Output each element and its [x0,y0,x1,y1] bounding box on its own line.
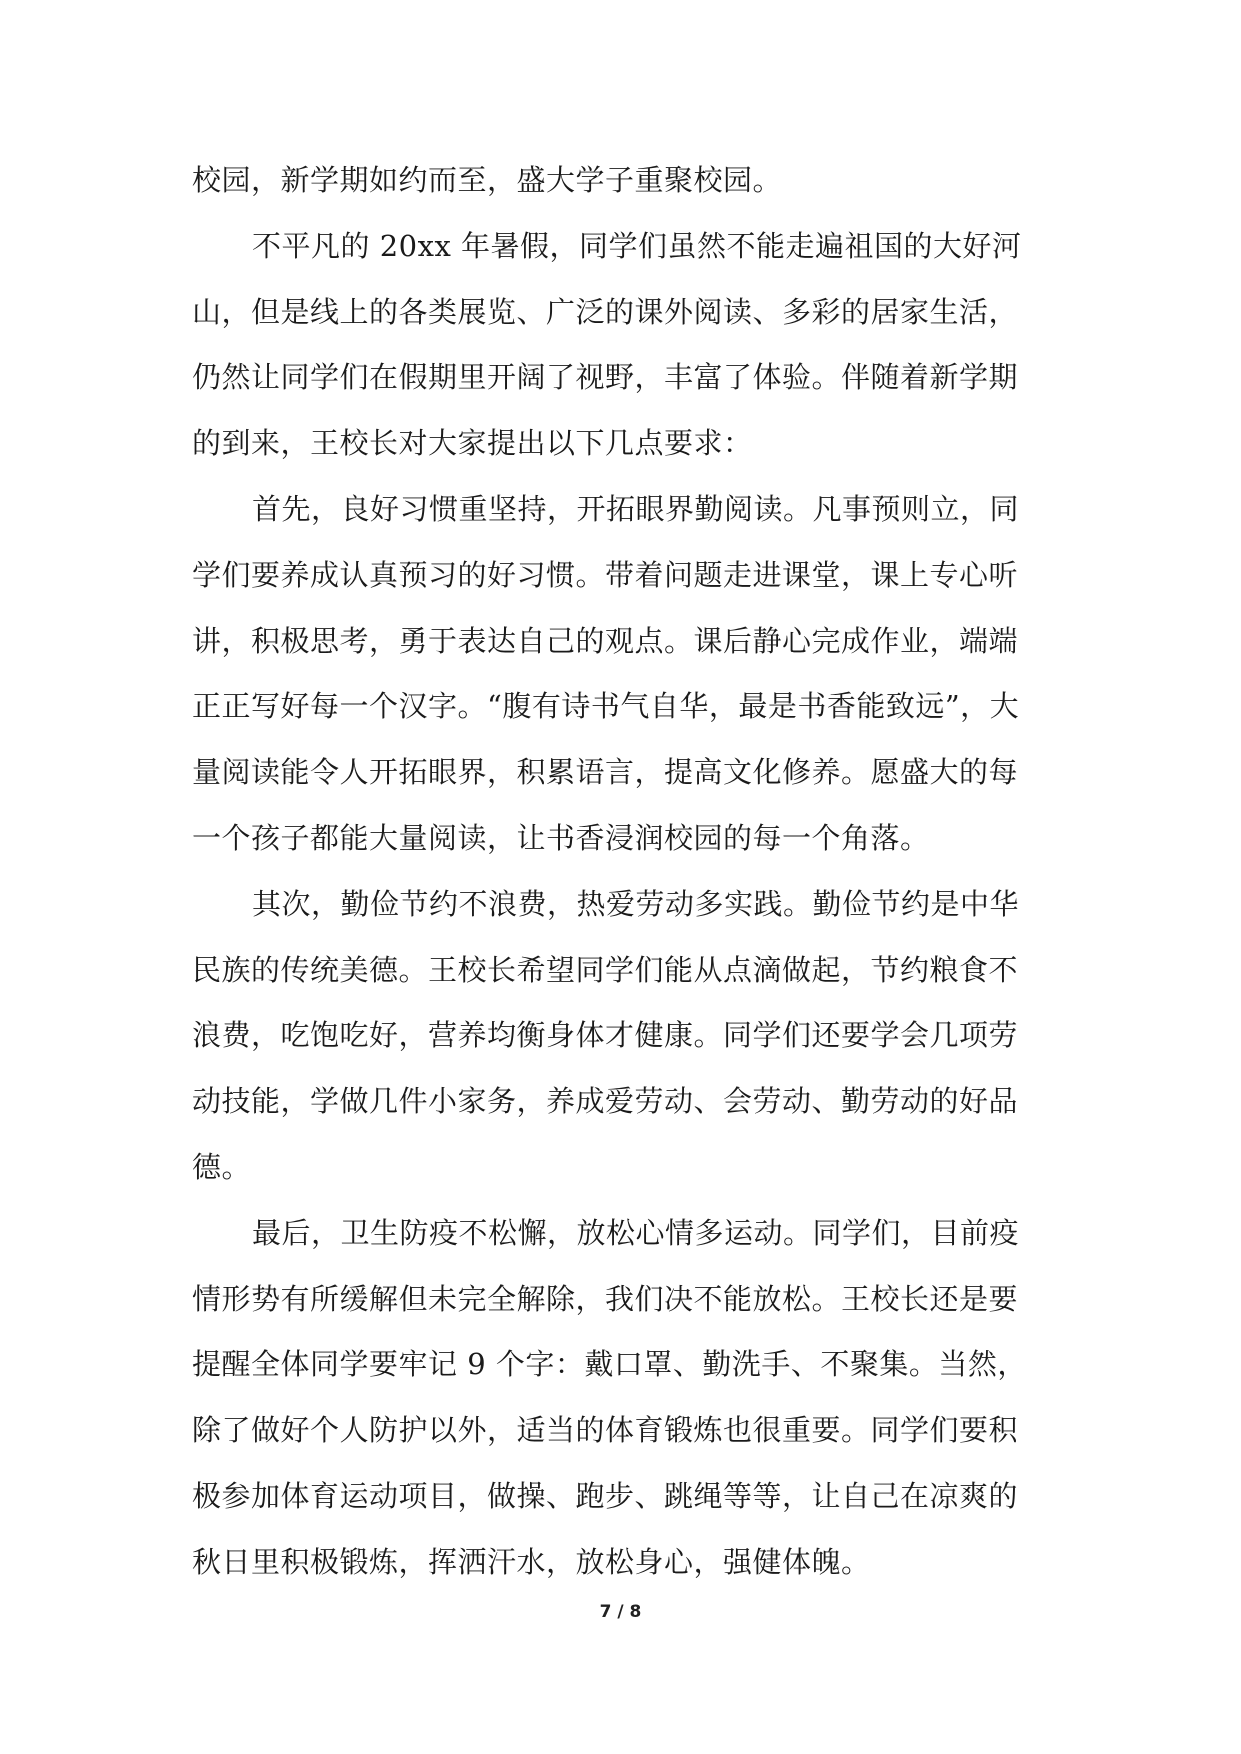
text-line: 正正写好每一个汉字。“腹有诗书气自华，最是书香能致远”，大 [192,689,1020,724]
text-line: 情形势有所缓解但未完全解除，我们决不能放松。王校长还是要 [192,1281,1019,1316]
text-line: 动技能，学做几件小家务，养成爱劳动、会劳动、勤劳动的好品 [192,1084,1019,1119]
text-line: 民族的传统美德。王校长希望同学们能从点滴做起，节约粮食不 [192,952,1019,987]
text-line: 其次，勤俭节约不浪费，热爱劳动多实践。勤俭节约是中华 [252,886,1020,921]
paragraph [192,872,1050,1201]
text-line: 量阅读能令人开拓眼界，积累语言，提高文化修养。愿盛大的每 [192,755,1019,790]
text-line: 校园，新学期如约而至，盛大学子重聚校园。 [192,163,783,197]
text-line: 不平凡的 20xx 年暑假，同学们虽然不能走遍祖国的大好河 [252,228,1022,263]
text-line: 讲，积极思考，勇于表达自己的观点。课后静心完成作业，端端 [192,623,1019,658]
text-line: 秋日里积极锻炼，挥洒汗水，放松身心，强健体魄。 [192,1544,871,1579]
text-line: 学们要养成认真预习的好习惯。带着问题走进课堂，课上专心听 [192,557,1019,592]
text-line: 山，但是线上的各类展览、广泛的课外阅读、多彩的居家生活， [192,294,1019,329]
paragraph [192,477,1050,872]
body-text [192,148,1050,1596]
text-line: 的到来，王校长对大家提出以下几点要求： [192,426,753,461]
text-line: 浪费，吃饱吃好，营养均衡身体才健康。同学们还要学会几项劳 [192,1018,1019,1053]
paragraph [192,214,1050,477]
page-number: 7 / 8 [599,1602,642,1622]
text-line: 仍然让同学们在假期里开阔了视野，丰富了体验。伴随着新学期 [192,360,1019,395]
text-line: 一个孩子都能大量阅读，让书香浸润校园的每一个角落。 [192,820,930,855]
paragraph [192,1201,1050,1596]
text-line: 除了做好个人防护以外，适当的体育锻炼也很重要。同学们要积 [192,1413,1019,1448]
paragraph [192,148,1050,214]
text-line: 提醒全体同学要牢记 9 个字：戴口罩、勤洗手、不聚集。当然， [192,1347,1027,1382]
text-line: 极参加体育运动项目，做操、跑步、跳绳等等，让自己在凉爽的 [192,1478,1019,1513]
text-line: 最后，卫生防疫不松懈，放松心情多运动。同学们，目前疫 [252,1215,1020,1250]
text-line: 首先，良好习惯重坚持，开拓眼界勤阅读。凡事预则立，同 [252,491,1020,526]
text-line: 德。 [192,1149,252,1184]
